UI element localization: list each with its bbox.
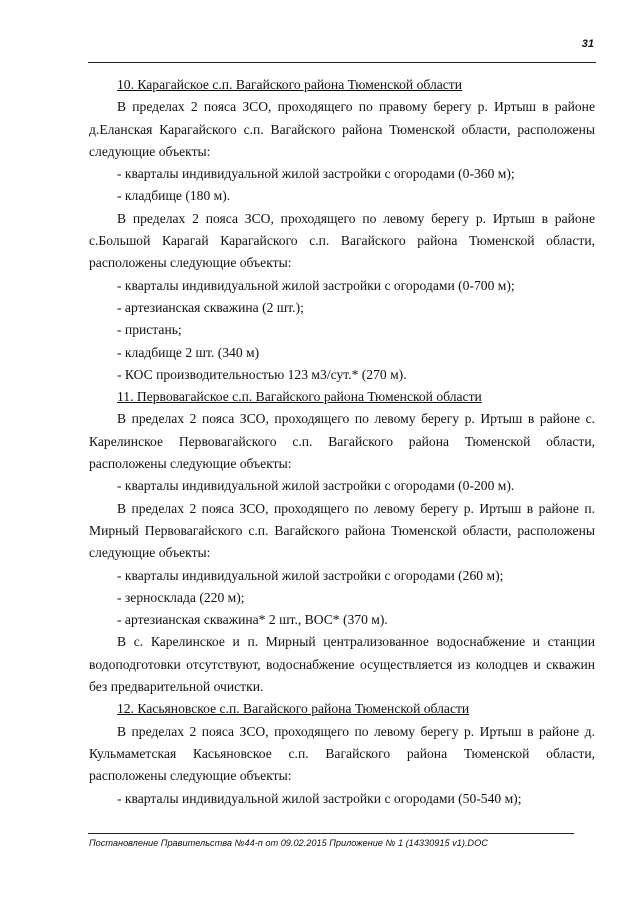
section-10-paragraph-2: В пределах 2 пояса ЗСО, проходящего по левому берегу р. Иртыш в районе с.Большой Карагай Карагайского с.п. Вагайского района Тюменской области, расположены следующие объекты: (89, 210, 595, 271)
list-item: - пристань; (117, 322, 182, 338)
list-item: - кварталы индивидуальной жилой застройки с огородами (0-200 м). (117, 478, 515, 494)
list-item: - кладбище 2 шт. (340 м) (117, 344, 260, 360)
page-number: 31 (581, 38, 594, 50)
list-item: - зерносклада (220 м); (117, 589, 245, 605)
document-body (89, 74, 595, 810)
list-item: - кварталы индивидуальной жилой застройки с огородами (260 м); (117, 567, 504, 583)
list-item: - КОС производительностью 123 м3/сут.* (270 м). (117, 366, 407, 382)
footer-document-reference: Постановление Правительства №44-п от 09.02.2015 Приложение № 1 (14330915 v1).DOC (89, 838, 488, 848)
section-11-paragraph-1: В пределах 2 пояса ЗСО, проходящего по левому берегу р. Иртыш в районе с. Карелинское Первовагайского с.п. Вагайского района Тюменской области, расположены следующие объекты: (89, 411, 595, 472)
section-11-paragraph-3: В с. Карелинское и п. Мирный централизованное водоснабжение и станции водоподготовки отсутствуют, водоснабжение осуществляется из колодцев и скважин без предварительной очистки. (89, 634, 595, 695)
section-12-heading: 12. Касьяновское с.п. Вагайского района Тюменской области (117, 701, 470, 717)
list-item: - артезианская скважина* 2 шт., ВОС* (370 м). (117, 612, 388, 628)
section-11-paragraph-2: В пределах 2 пояса ЗСО, проходящего по левому берегу р. Иртыш в районе п. Мирный Первовагайского с.п. Вагайского района Тюменской области, расположены следующие объекты: (89, 500, 595, 561)
list-item: - артезианская скважина (2 шт.); (117, 299, 304, 315)
section-11-heading: 11. Первовагайское с.п. Вагайского района Тюменской области (117, 389, 482, 405)
footer-divider (88, 833, 574, 834)
list-item: - кварталы индивидуальной жилой застройки с огородами (50-540 м); (117, 790, 522, 806)
section-12-paragraph-1: В пределах 2 пояса ЗСО, проходящего по левому берегу р. Иртыш в районе д. Кульмаметская Касьяновское с.п. Вагайского района Тюменской области, расположены следующие объекты: (89, 723, 595, 784)
header-divider (88, 62, 596, 63)
section-10-paragraph-1: В пределах 2 пояса ЗСО, проходящего по правому берегу р. Иртыш в районе д.Еланская Карагайского с.п. Вагайского района Тюменской области, расположены следующие объекты: (89, 99, 595, 159)
list-item: - кладбище (180 м). (117, 188, 231, 204)
list-item: - кварталы индивидуальной жилой застройки с огородами (0-360 м); (117, 166, 515, 182)
list-item: - кварталы индивидуальной жилой застройки с огородами (0-700 м); (117, 277, 515, 293)
section-10-heading: 10. Карагайское с.п. Вагайского района Тюменской области (117, 77, 463, 92)
